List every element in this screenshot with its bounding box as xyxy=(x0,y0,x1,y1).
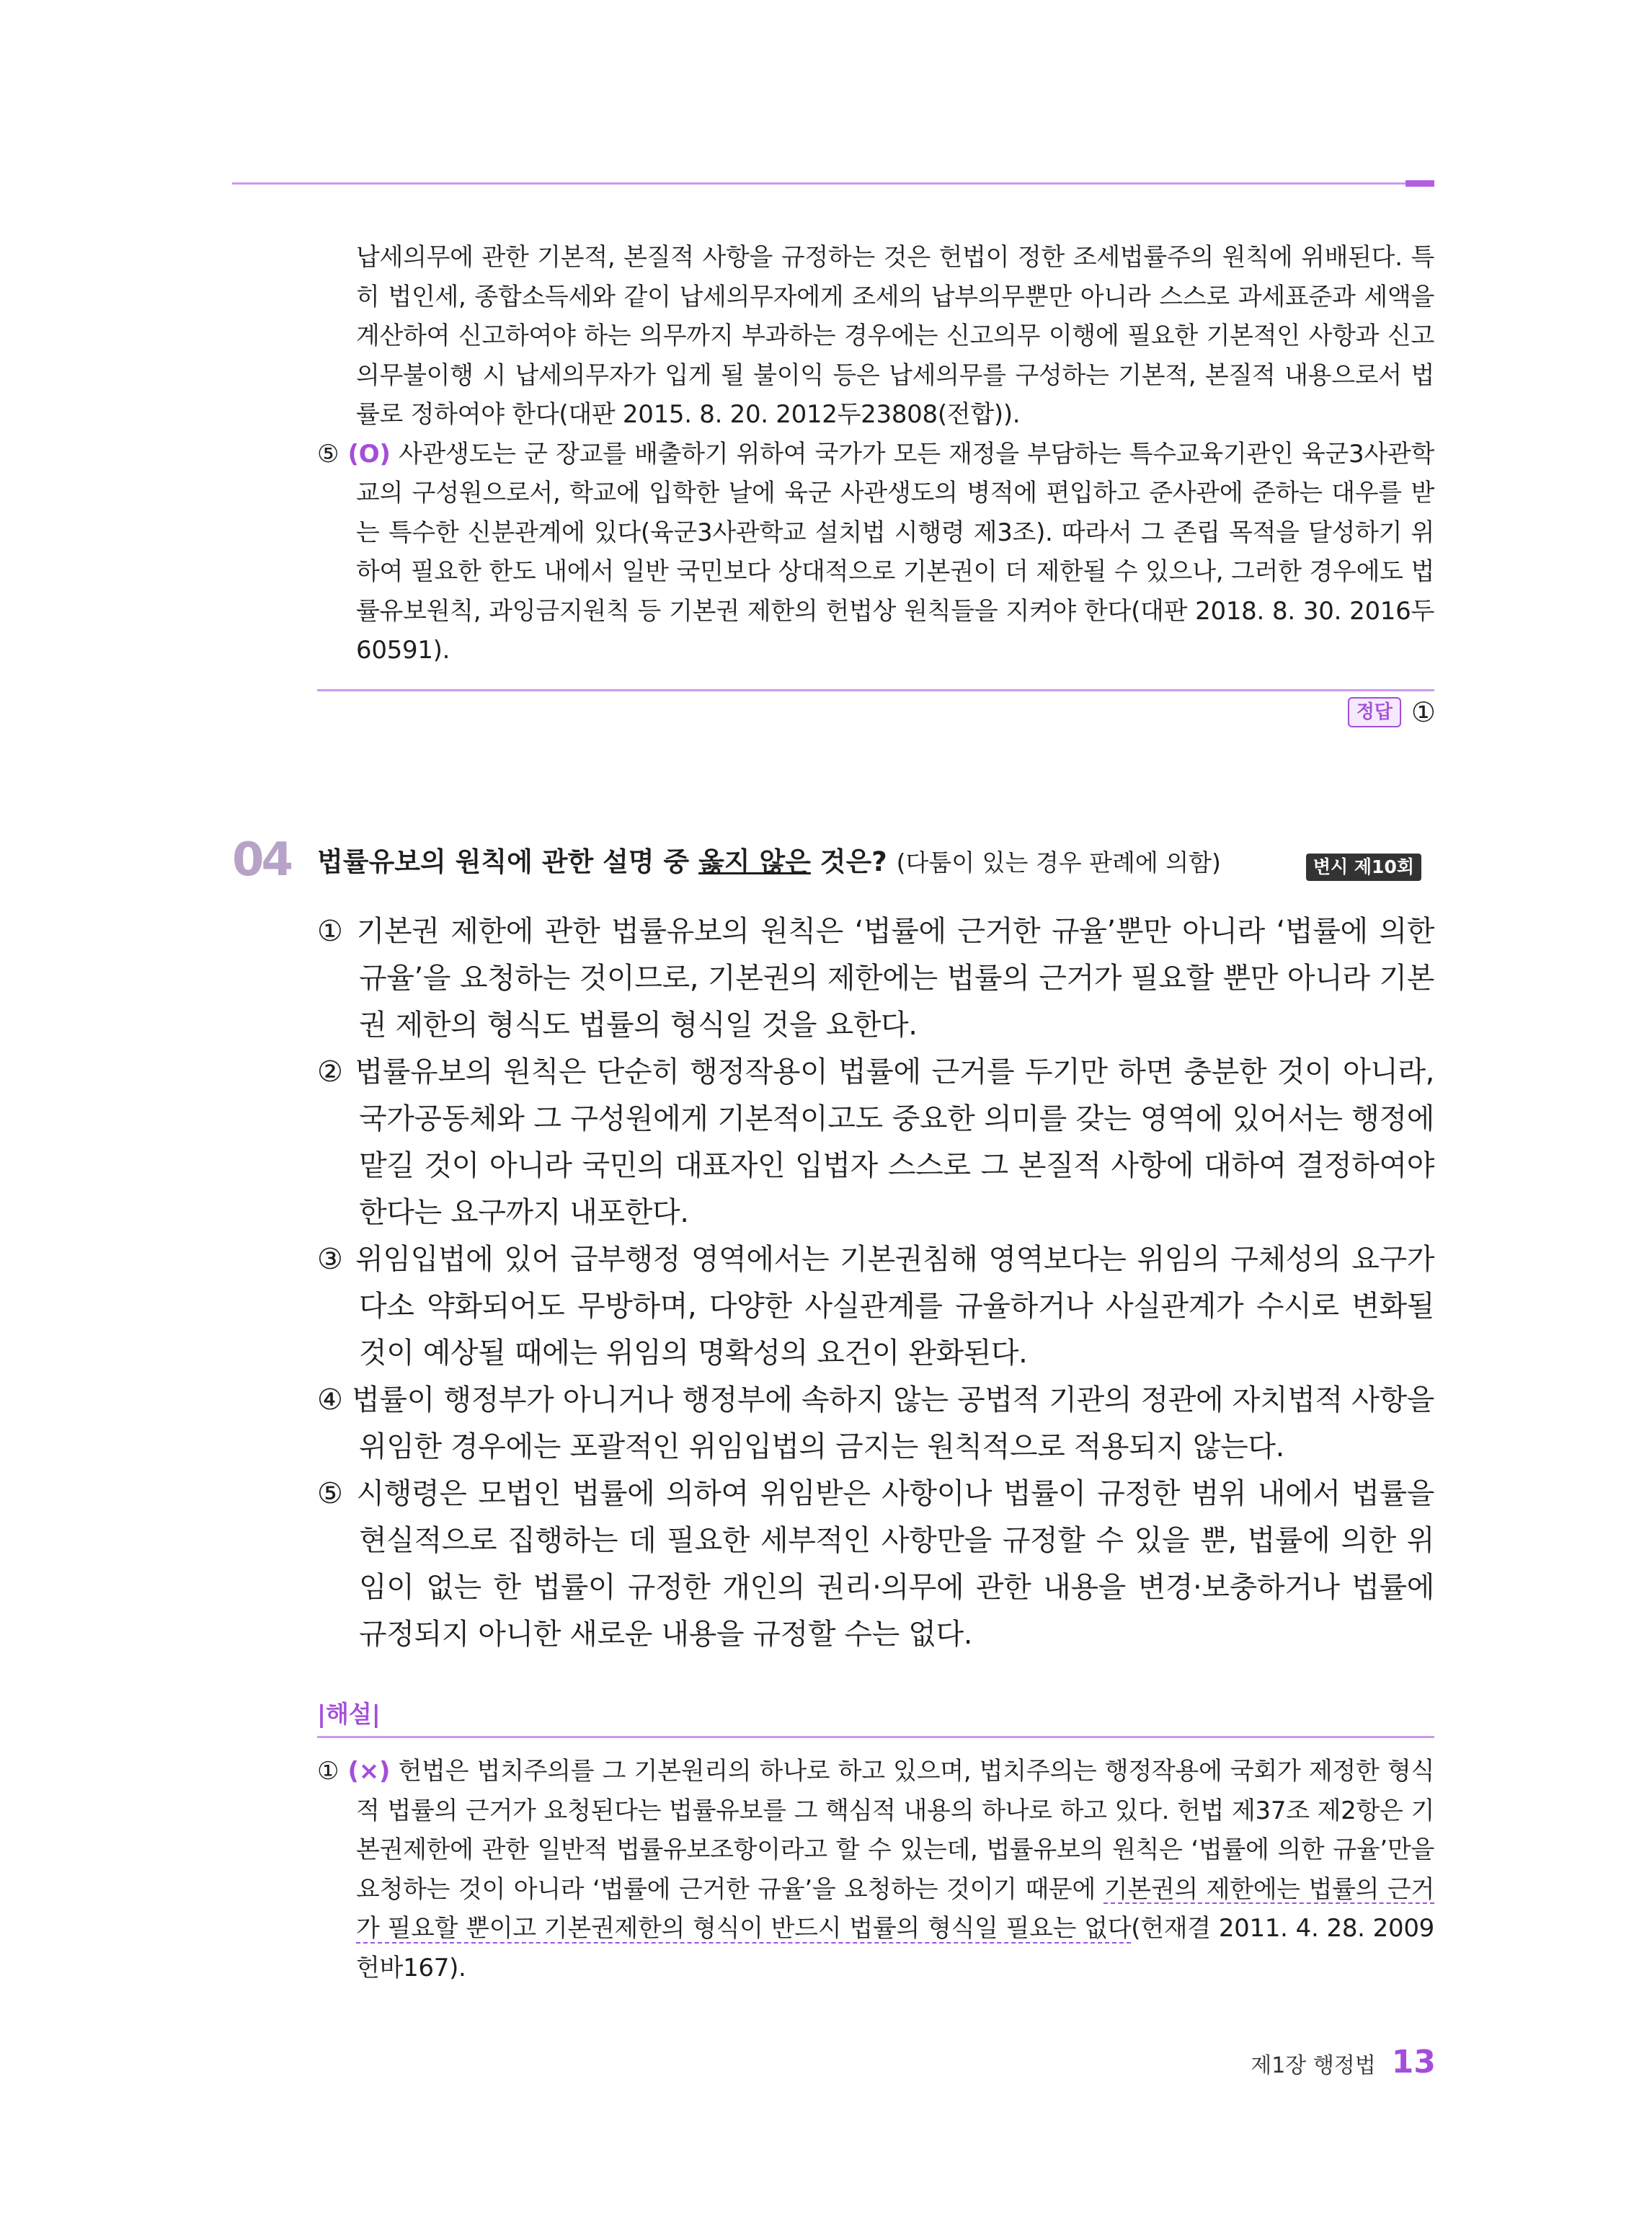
prev-explanation-item-5 xyxy=(317,435,1434,670)
page-footer xyxy=(1251,2044,1436,2080)
explanation-item-1 xyxy=(317,1752,1434,1988)
explanation-block xyxy=(317,1752,1434,1988)
page-number: 13 xyxy=(1391,2044,1436,2080)
correct-mark: (O) xyxy=(347,439,391,469)
exam-source-badge: 변시 제10회 xyxy=(1306,854,1421,881)
answer-options xyxy=(317,908,1434,1658)
explanation-divider xyxy=(317,689,1434,691)
option-2: ② 법률유보의 원칙은 단순히 행정작용이 법률에 근거를 두기만 하면 충분한 것이 아니라, 국가공동체와 그 구성원에게 기본적이고도 중요한 의미를 갖는 영역에 있어서는 행정에 맡길 것이 아니라 국민의 대표자인 입법자 스스로 그 본질적 사항에 대하여 결정하여야 한다는 요구까지 내포한다. xyxy=(317,1055,1434,1229)
key-point-underlined: 기본권의 제한에는 법률의 근거가 필요할 뿐이고 기본권제한의 형식이 반드시 법률의 형식일 필요는 없다 xyxy=(356,1874,1434,1943)
option-3: ③ 위임입법에 있어 급부행정 영역에서는 기본권침해 영역보다는 위임의 구체성의 요구가 다소 약화되어도 무방하며, 다양한 사실관계를 규율하거나 사실관계가 수시로 변화될 것이 예상될 때에는 위임의 명확성의 요건이 완화된다. xyxy=(317,1243,1434,1370)
item-number: ⑤ xyxy=(317,439,340,469)
chapter-label: 제1장 행정법 xyxy=(1251,2053,1376,2078)
answer-value: ① xyxy=(1411,696,1436,728)
question-title-emphasis: 옳지 않은 xyxy=(698,846,811,877)
top-divider xyxy=(232,182,1405,185)
answer-row xyxy=(1348,696,1436,728)
explanation-heading-divider xyxy=(317,1736,1434,1738)
option-5: ⑤ 시행령은 모법인 법률에 의하여 위임받은 사항이나 법률이 규정한 범위 내에서 법률을 현실적으로 집행하는 데 필요한 세부적인 사항만을 규정할 수 있을 뿐, 법률에 의한 위임이 없는 한 법률이 규정한 개인의 권리·의무에 관한 내용을 변경·보충하거나 법률에 규정되지 아니한 새로운 내용을 규정할 수는 없다. xyxy=(317,1477,1434,1651)
answer-label-badge: 정답 xyxy=(1348,697,1401,727)
prev-explanation-paragraph: 납세의무에 관한 기본적, 본질적 사항을 규정하는 것은 헌법이 정한 조세법률주의 원칙에 위배된다. 특히 법인세, 종합소득세와 같이 납세의무자에게 조세의 납부의무뿐만 아니라 스스로 과세표준과 세액을 계산하여 신고하여야 하는 의무까지 부과하는 경우에는 신고의무 이행에 필요한 기본적인 사항과 신고의무불이행 시 납세의무자가 입게 될 불이익 등은 납세의무를 구성하는 기본적, 본질적 내용으로서 법률로 정하여야 한다(대판 2015. 8. 20. 2012두23808(전합)). xyxy=(356,243,1434,429)
item-text: 사관생도는 군 장교를 배출하기 위하여 국가가 모든 재정을 부담하는 특수교육기관인 육군3사관학교의 구성원으로서, 학교에 입학한 날에 육군 사관생도의 병적에 편입하고 준사관에 준하는 대우를 받는 특수한 신분관계에 있다(육군3사관학교 설치법 시행령 제3조). 따라서 그 존립 목적을 달성하기 위하여 필요한 한도 내에서 일반 국민보다 상대적으로 기본권이 더 제한될 수 있으나, 그러한 경우에도 법률유보원칙, 과잉금지원칙 등 기본권 제한의 헌법상 원칙들을 지켜야 한다(대판 2018. 8. 30. 2016두60591). xyxy=(356,439,1435,665)
incorrect-mark: (×) xyxy=(347,1757,391,1786)
item-number: ① xyxy=(317,1757,340,1786)
question-note: (다툼이 있는 경우 판례에 의함) xyxy=(896,848,1221,877)
item-citation: (헌재결 2011. 4. 28. 2009헌바167). xyxy=(356,1914,1434,1982)
question-title-pre: 법률유보의 원칙에 관한 설명 중 xyxy=(317,846,699,877)
option-1: ① 기본권 제한에 관한 법률유보의 원칙은 ‘법률에 근거한 규율’뿐만 아니라 ‘법률에 의한 규율’을 요청하는 것이므로, 기본권의 제한에는 법률의 근거가 필요할 뿐만 아니라 기본권 제한의 형식도 법률의 형식일 것을 요한다. xyxy=(317,915,1434,1042)
question-number: 04 xyxy=(232,833,291,887)
item-text: 헌법은 법치주의를 그 기본원리의 하나로 하고 있으며, 법치주의는 행정작용에 국회가 제정한 형식적 법률의 근거가 요청된다는 법률유보를 그 핵심적 내용의 하나로 하고 있다. 헌법 제37조 제2항은 기본권제한에 관한 일반적 법률유보조항이라고 할 수 있는데, 법률유보의 원칙은 ‘법률에 의한 규율’만을 요청하는 것이 아니라 ‘법률에 근거한 규율’을 요청하는 것이기 때문에 xyxy=(356,1757,1434,1904)
top-divider-tab xyxy=(1405,180,1434,187)
question-title-post: 것은? xyxy=(810,846,887,877)
prev-explanation-block xyxy=(317,238,1434,670)
question-title xyxy=(317,843,1221,882)
option-4: ④ 법률이 행정부가 아니거나 행정부에 속하지 않는 공법적 기관의 정관에 자치법적 사항을 위임한 경우에는 포괄적인 위임입법의 금지는 원칙적으로 적용되지 않는다. xyxy=(317,1383,1434,1463)
explanation-heading: |해설| xyxy=(317,1700,381,1728)
